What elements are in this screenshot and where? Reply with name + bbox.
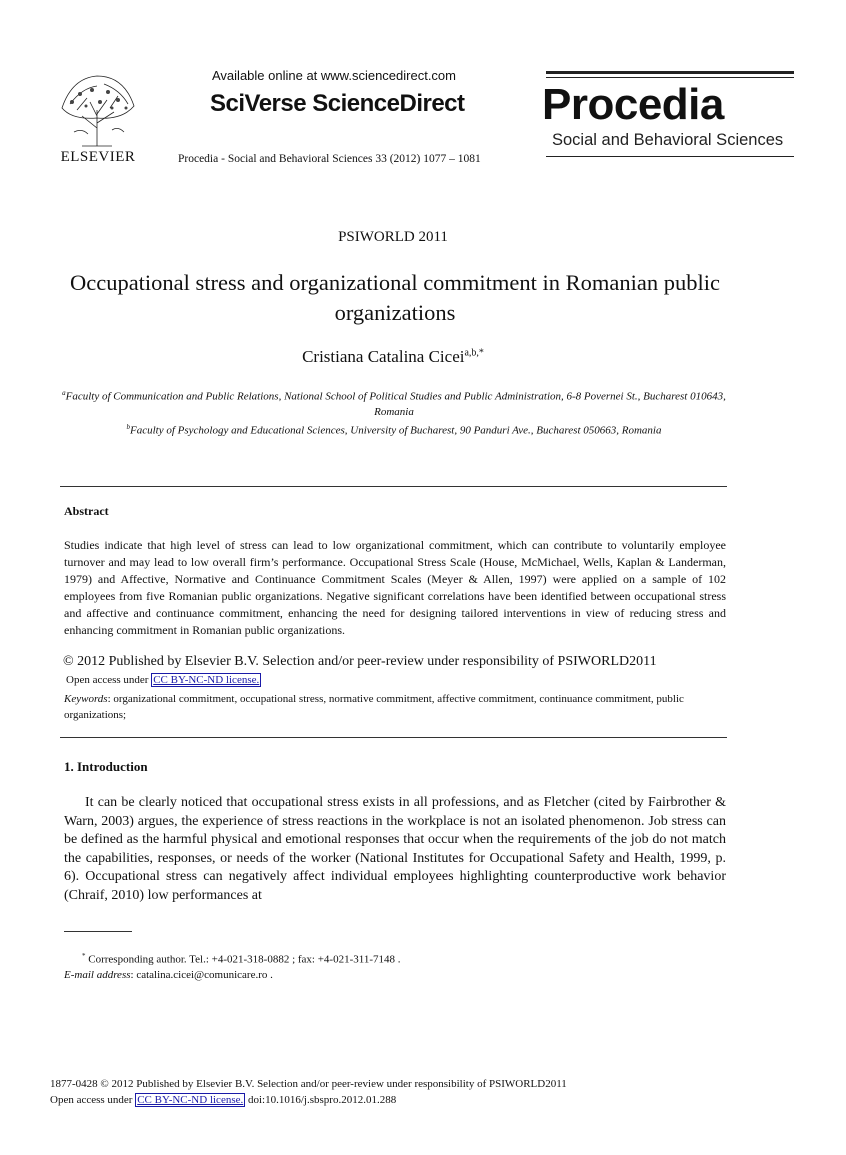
procedia-rule-bottom	[546, 156, 794, 157]
footnote-email	[64, 969, 273, 981]
open-access-line	[66, 674, 261, 686]
affiliation-a-sup: a	[62, 389, 66, 397]
affiliation-b-sup: b	[126, 422, 131, 431]
affiliations	[62, 386, 726, 438]
email-label: E-mail address	[64, 969, 131, 981]
journal-citation: Procedia - Social and Behavioral Sciences 33 (2012) 1077 – 1081	[178, 153, 481, 165]
footer-license-link[interactable]: CC BY-NC-ND license.	[137, 1094, 244, 1106]
affiliation-b-text: Faculty of Psychology and Educational Sciences, University of Bucharest, 90 Panduri Ave., Bucharest 050663, Romania	[130, 424, 662, 437]
abstract-text: Studies indicate that high level of stress can lead to low organizational commitment, which can contribute to voluntarily employee turnover and may lead to low overall firm’s performance. Occupational Stress Scale (House, McMichael, Wells, Kaplan & Landerman, 1979) and Affective, Normative and Continuance Commitment Scales (Meyer & Allen, 1997) were applied on a sample of 102 employees from five Romanian public organizations. Negative significant correlations have been identified between occupational stress and affective and continuance commitment, enhancing the need for designing tailored interventions in view of reducing stress and enhancing commitment in Romanian public organizations.	[64, 538, 726, 637]
keywords-text: : organizational commitment, occupational stress, normative commitment, affective commitment, continuance commitment, public organizations;	[64, 693, 684, 721]
copyright-line: © 2012 Published by Elsevier B.V. Selection and/or peer-review under responsibility of PSIWORLD2011	[63, 654, 657, 669]
email-text: : catalina.cicei@comunicare.ro .	[130, 969, 273, 981]
publisher-name: ELSEVIER	[60, 149, 136, 165]
author-line	[0, 347, 786, 367]
conference-name: PSIWORLD 2011	[338, 229, 448, 245]
license-link[interactable]: CC BY-NC-ND license.	[153, 674, 260, 686]
footer-issn-line: 1877-0428 © 2012 Published by Elsevier B.V. Selection and/or peer-review under responsibility of PSIWORLD2011	[50, 1078, 567, 1090]
paper-title: Occupational stress and organizational commitment in Romanian public organizations	[69, 270, 721, 325]
footnote-rule	[64, 931, 132, 932]
keywords	[64, 691, 726, 723]
procedia-subtitle: Social and Behavioral Sciences	[552, 131, 784, 149]
affiliation-a-text: Faculty of Communication and Public Relations, National School of Political Studies and Public Administration, 6-8 Povernei St., Bucharest 010643, Romania	[65, 390, 726, 418]
available-online-text: Available online at www.sciencedirect.com	[212, 68, 456, 83]
keywords-label: Keywords	[64, 693, 108, 705]
affiliation-b	[62, 420, 726, 439]
author-superscript: a,b,*	[464, 347, 484, 359]
sciverse-logo: SciVerse ScienceDirect	[210, 90, 465, 117]
procedia-rule-top-thin	[546, 77, 794, 78]
author-name: Cristiana Catalina Cicei	[302, 347, 465, 366]
affiliation-a	[62, 386, 726, 420]
footnote-corresponding	[82, 952, 401, 966]
footer-open-access-prefix: Open access under	[50, 1094, 133, 1106]
introduction-heading: 1. Introduction	[64, 759, 148, 774]
footer-doi: doi:10.1016/j.sbspro.2012.01.288	[248, 1094, 397, 1106]
footer-open-access-line	[50, 1094, 396, 1106]
introduction-text: It can be clearly noticed that occupational stress exists in all professions, and as Fletcher (cited by Fairbrother & Warn, 2003) argues, the experience of stress reactions in the workplace is not an isolated phenomenon. Job stress can be defined as the harmful physical and emotional responses that occur when the requirements of the job do not match the capabilities, responses, or needs of the worker (National Institutes for Occupational Safety and Health, 1999, p. 6). Occupational stress can negatively affect individual employees highlighting counterproductive work behavior (Chraif, 2010) low performances at	[64, 795, 726, 903]
abstract-top-rule	[60, 486, 727, 487]
abstract-bottom-rule	[60, 737, 727, 738]
corresponding-text: Corresponding author. Tel.: +4-021-318-0882 ; fax: +4-021-311-7148 .	[85, 953, 401, 966]
procedia-logo: Procedia	[542, 80, 724, 129]
procedia-rule-top	[546, 71, 794, 74]
open-access-prefix: Open access under	[66, 674, 149, 686]
footnote-mark: *	[82, 952, 86, 960]
abstract-heading: Abstract	[64, 504, 109, 518]
